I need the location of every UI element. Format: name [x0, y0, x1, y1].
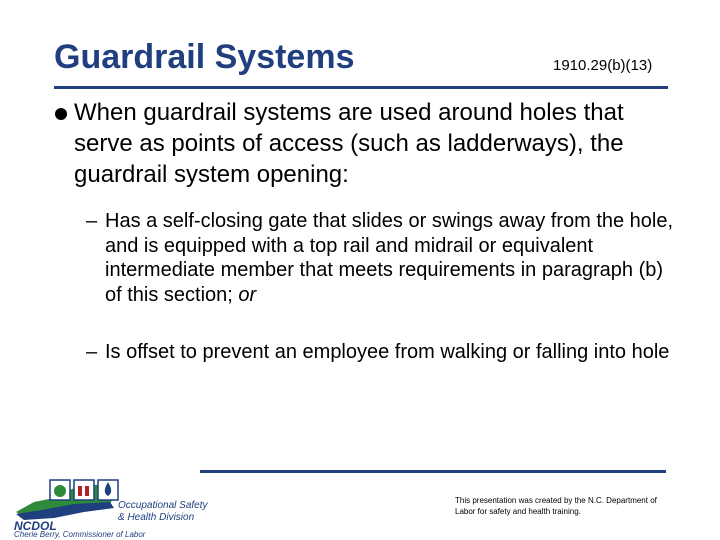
- sub-item-offset: Is offset to prevent an employee from walking or falling into hole: [105, 341, 670, 363]
- sub-item-dash: –: [86, 210, 98, 232]
- footer-divider: [200, 470, 666, 473]
- sub-item-dash: –: [86, 341, 98, 363]
- regulation-reference: 1910.29(b)(13): [553, 57, 653, 74]
- workers-emblem-icon: [74, 480, 94, 500]
- bullet-dot-icon: [55, 108, 67, 120]
- main-bullet: When guardrail systems are used around holes that serve as points of access (such as ladderways), the guardrail system opening:: [74, 99, 624, 188]
- logo-division-line1: Occupational Safety: [118, 500, 208, 511]
- sub-item-emphasis: or: [238, 283, 257, 306]
- slide-title: Guardrail Systems: [54, 38, 355, 76]
- logo-division-line2: & Health Division: [118, 512, 195, 523]
- logo-commissioner: Cherie Berry, Commissioner of Labor: [14, 530, 146, 539]
- title-divider: [54, 86, 668, 89]
- sub-item-text: Has a self-closing gate that slides or swings away from the hole, and is equipped with a top rail and midrail or equivalent intermediate member that meets requirements in paragraph (b) of this section;: [105, 210, 674, 306]
- logo-ncdol-text: NCDOL: [14, 519, 57, 533]
- sub-item-gate: [105, 209, 685, 307]
- footer-note: This presentation was created by the N.C. Department of Labor for safety and health training.: [455, 496, 657, 516]
